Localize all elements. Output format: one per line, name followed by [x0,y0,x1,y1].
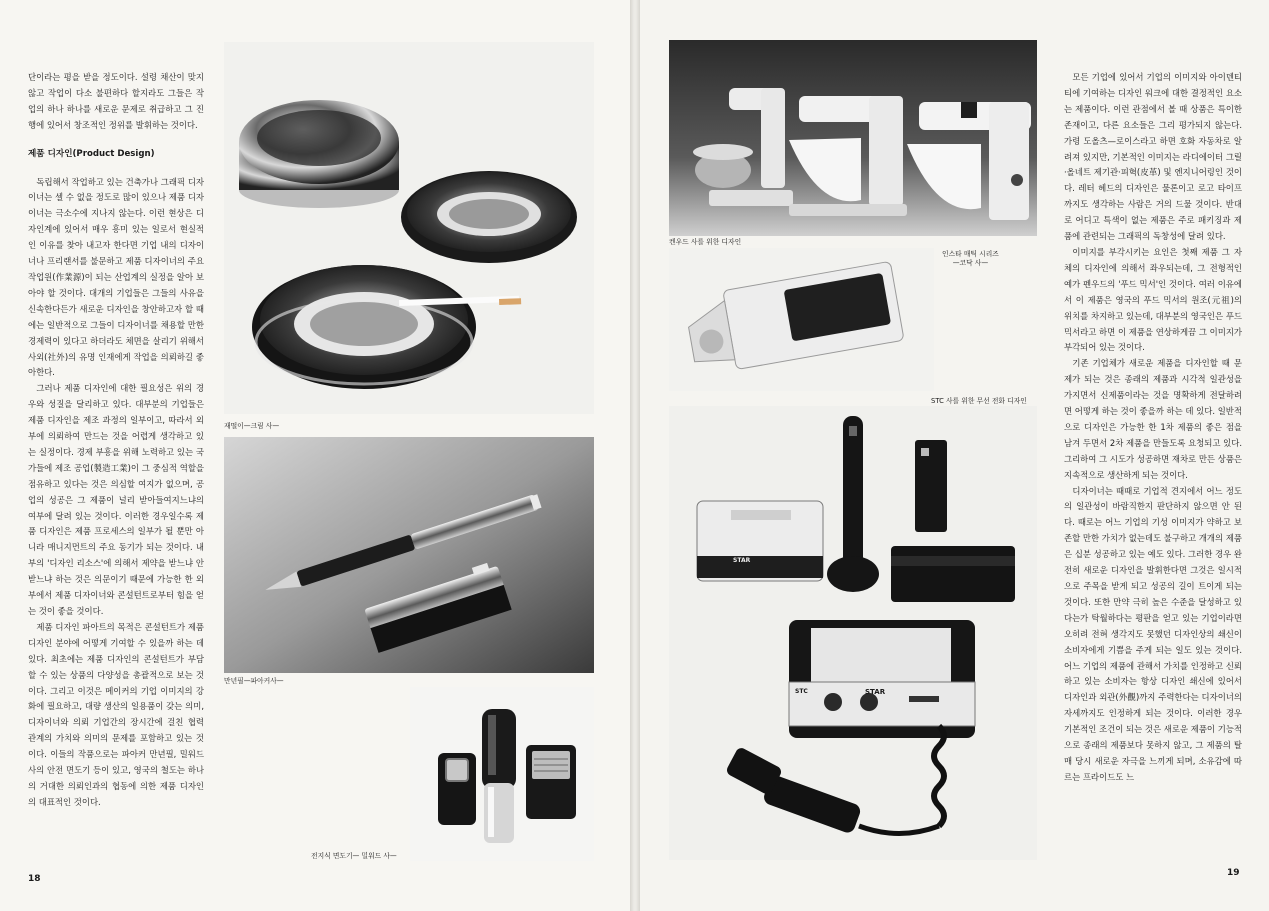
instamatic-photo [669,248,934,391]
pen-photo [224,437,594,673]
photo-caption: 전지식 면도기— 밀워드 사— [311,852,397,860]
right-page [640,0,1269,911]
right-text-column [1064,70,1242,786]
book-gutter [630,0,640,911]
paragraph: 디자이너는 때때로 기업적 견지에서 어느 정도의 일관성이 바람직한지 판단하지 않으면 안 된다. 때로는 어느 기업의 기성 이미지가 약하고 보존할 만한 가치가 없는데도 불구하고 개개의 제품은 십분 성공하고 있는 예도 있다. 그러한 경우 완전히 새로운 디자인을 발휘한다면 그것은 일시적으로 주목을 받게 되고 성공의 길이 트이게 되는 것이다. 또한 만약 극히 높은 수준을 달성하고 있다는가 탁월하다는 평판을 얻고 있는 기업이라면 오히려 전혀 생각지도 못했던 디자인상의 쇄신이 소비자에게 기쁨을 주게 되는 일도 있는 것이다. 어느 기업의 제품에 관해서 가치를 인정하고 신뢰하고 있는 소비자는 항상 디자인 쇄신에 있어서 디자인과 외관(外觀)까지 주력한다는 디자이너의 자세까지도 인정하게 되는 것이다. 이러한 경우 기본적인 조건이 되는 것은 새로운 제품이 기능적으로 종래의 제품보다 못하지 않고, 그 제품의 탈매 당시 새로운 자극을 느끼게 되며, 소유감에 따르는 프라이드도 느 [1064,485,1242,782]
shaver-photo [410,687,594,861]
paragraph: 독립해서 작업하고 있는 건축가나 그래픽 디자이너는 셀 수 없을 정도로 많이 있으나 제품 디자이너는 극소수에 지나지 않는다. 이런 현상은 디자인계에 있어서 매우 흥미 있는 일로서 현실적인 이유를 찾아 내고자 한다면 기업 내의 디자이너나 프리랜서를 불문하고 제품 디자이너의 주요 작업원(作業源)이 되는 산업계의 실정을 알아 보아야 할 것이다. 대개의 기업들은 그들의 사유을 신속한다든가 새로운 디자인을 창안하고자 할 때에는 일반적으로 그들이 디자이너를 채용할 만한 경제력이 있다고 하더라도 체면을 살리기 위해서 사외(社外)의 유명 인재에게 작업을 의뢰하길 좋아한다. [28,176,204,378]
paragraph: 이미지를 부각시키는 요인은 첫째 제품 그 자체의 디자인에 의해서 좌우되는데, 그 전형적인 예가 펜우드의 '푸드 믹서'인 것이다. 여러 이유에서 이 제품은 영국의 푸드 믹서의 원조(元祖)의 위치를 차지하고 있는데, 대부분의 영국인은 푸드 믹서라고 하면 이 제품을 연상하게끔 그 이미지가 부각되어 있는 것이다. [1064,246,1242,353]
section-heading: 제품 디자인(Product Design) [28,148,155,159]
photo-caption: 켄우드 사를 위한 디자인 [669,238,742,246]
photo-caption: 만년필—파아커사— [224,677,284,685]
paragraph: 기존 기업체가 새로운 제품을 디자인할 때 문제가 되는 것은 종래의 제품과 시각적 일관성을 가지면서 신제품이라는 것을 명확하게 전달하려면 어떻게 하는 것이 좋을까 하는 데 있다. 일반적으로 디자인은 가능한 한 1차 제품의 좋은 점을 남겨 두면서 2차 제품을 만들도록 요청되고 있다. 그리하여 그 시도가 성공하면 재차로 만든 상품은 지속적으로 생산하게 되는 것이다. [1064,358,1242,480]
device-brand-label: STAR [865,688,886,696]
mixer-photo [669,40,1037,236]
device-brand-label: STAR [733,557,751,564]
ashtray-photo [224,42,594,414]
page-number: 18 [28,874,41,884]
photo-caption: 재떨이—크림 사— [224,422,280,430]
paragraph: 그러나 제품 디자인에 대한 필요성은 위의 경우와 성질을 달리하고 있다. 대부분의 기업들은 제품 디자인을 제조 과정의 일부이고, 따라서 외부에 의뢰하여 만드는 것을 어렵게 생각하고 있는 실정이다. 경제 부흥을 위해 노력하고 있는 국가들에 제조 공업(製造工業)이 그 중심적 역할을 점유하고 있다는 것은 의심할 여지가 없으며, 공업의 성공은 그 제품이 널리 받아들여지느냐의 여부에 달려 있는 것이다. 이러한 경우일수록 제품 디자인은 제품 프로세스의 일부가 될 뿐만 아니라 매니지먼트의 주요 동기가 되는 것이다. 내부의 '디자인 리소스'에 의해서 제약을 받느냐 안 받느냐 하는 것은 의문이기 때문에 가능한 한 외부에서 제품 디자이너와 콘설턴트로부터 힘을 얻는 것이 좋을 것이다. [28,383,204,616]
photo-caption: 인스타 매틱 시리즈 —코닥 사— [942,250,999,267]
page-number: 19 [1227,868,1240,878]
telephone-photo [669,406,1037,860]
paragraph: 단이라는 평을 받을 정도이다. 설령 채산이 맞지 않고 작업이 다소 불편하다 할지라도 그들은 작업의 하나 하나를 새로운 문제로 취급하고 그 진행에 있어서 창조적인 정위를 발휘하는 것이다. [28,72,204,130]
paragraph: 제품 디자인 파아트의 목적은 콘설턴트가 제품 디자인 분야에 어떻게 기여할 수 있을까 하는 데 있다. 최초에는 제품 디자인의 콘설턴트가 부담할 수 있는 상품의 다양성을 총괄적으로 보는 것이다. 그리고 이것은 메이커의 기업 이미지의 강화에 필요하고, 대량 생산의 일용품이 갖는 의미, 디자이너와 의뢰 기업간의 장시간에 걸친 협력 관계의 가치와 의미의 문제를 포함하고 있는 것이다. 이들의 작품으로는 파아커 만년필, 밀워드 사의 안전 면도기 등이 있고, 영국의 철도는 하나의 거대한 의뢰인과의 협동에 의한 제품 디자인의 대표적인 것이다. [28,621,204,807]
left-page [0,0,630,911]
left-text-column [28,70,204,811]
photo-caption: STC 사를 위한 무선 전화 디자인 [931,397,1027,405]
paragraph: 모든 기업에 있어서 기업의 이미지와 아이덴티티에 기여하는 디자인 워크에 대한 결정적인 요소는 제품이다. 이런 관점에서 볼 때 상품은 특이한 존재이고, 다른 요소들은 그리 평가되지 않는다. 가령 도올츠—로이스라고 하면 호화 자동차로 알려져 있지만, 기본적인 이미지는 라디에이터 그릴·올네트 제기관·피혁(皮革) 및 엔지니어링인 것이다. 레터 헤드의 디자인은 물론이고 로고 타이프까지도 생각하는 사람은 거의 드물 것이다. 반대로 어디고 특색이 없는 제품은 주로 패키징과 제품에 관련되는 그래픽의 독창성에 달려 있다. [1064,72,1242,242]
device-brand-label: STC [795,688,808,695]
